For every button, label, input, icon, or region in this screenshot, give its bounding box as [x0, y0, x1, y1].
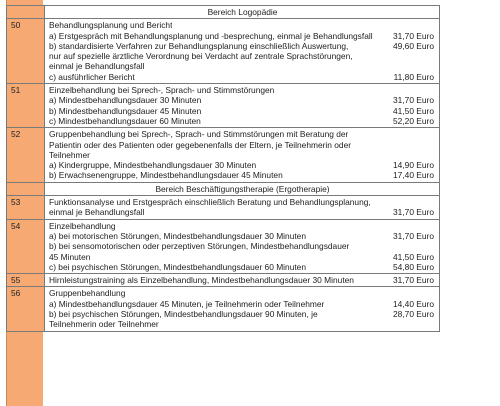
table-row: [7, 287, 440, 331]
table-row: [7, 19, 440, 84]
table-row: [7, 219, 440, 273]
item-description: Funktionsanalyse und Erstgespräch einschließlich Beratung und Behandlungsplanung, einmal je Behandlungsfall 31,70 Euro: [45, 196, 440, 220]
table-row: [7, 84, 440, 128]
item-number: 51: [7, 84, 45, 128]
item-description: Einzelbehandlung a) bei motorischen Störungen, Mindestbehandlungsdauer 30 Minuten 31,70 Euro b) bei sensomotorischen oder perzeptiven Störungen, Mindestbehandlungsdauer 45 Minuten 41,50 Euro c) bei psychischen Störungen, Mindestbehandlungsdauer 60 Minuten 54,80 Euro: [45, 219, 440, 273]
table-row: [7, 274, 440, 287]
item-description: Gruppenbehandlung bei Sprech-, Sprach- und Stimmstörungen mit Beratung der Patientin oder des Patienten oder gegebenenfalls der Eltern, je Teilnehmerin oder Teilnehmer a) Kindergruppe, Mindestbehandlungsdauer 30 Minuten 14,90 Euro b) Erwachsenengruppe, Mindestbehandlungsdauer 45 Minuten 17,40 Euro: [45, 128, 440, 182]
section-header-row: [7, 6, 440, 19]
item-description: Hirnleistungstraining als Einzelbehandlung, Mindestbehandlungsdauer 30 Minuten 31,70 Euro: [45, 274, 440, 287]
item-number: 55: [7, 274, 45, 287]
item-number: 56: [7, 287, 45, 331]
section-title-ergotherapie: Bereich Beschäftigungstherapie (Ergotherapie): [45, 182, 440, 195]
fee-table: [6, 5, 440, 332]
item-number: 54: [7, 219, 45, 273]
item-number: 52: [7, 128, 45, 182]
item-number: 50: [7, 19, 45, 84]
table-row: [7, 128, 440, 182]
table-row: [7, 196, 440, 220]
item-number: 53: [7, 196, 45, 220]
section-title-logopaedie: Bereich Logopädie: [45, 6, 440, 19]
section-header-row: [7, 182, 440, 195]
item-description: Gruppenbehandlung a) Mindestbehandlungsdauer 45 Minuten, je Teilnehmerin oder Teilnehmer 14,40 Euro b) bei psychischen Störungen, Mindestbehandlungsdauer 90 Minuten, je 28,70 Euro Teilnehmerin oder Teilnehmer: [45, 287, 440, 331]
item-description: Behandlungsplanung und Bericht a) Erstgespräch mit Behandlungsplanung und -besprechung, einmal je Behandlungsfall 31,70 Euro b) standardisierte Verfahren zur Behandlungsplanung einschließlich Auswertung, 49,60 Euro nur auf spezielle ärztliche Verordnung bei Verdacht auf zentrale Sprachstörungen, einmal je Behandlungsfall c) ausführlicher Bericht 11,80 Euro: [45, 19, 440, 84]
item-description: Einzelbehandlung bei Sprech-, Sprach- und Stimmstörungen a) Mindestbehandlungsdauer 30 Minuten 31,70 Euro b) Mindestbehandlungsdauer 45 Minuten 41,50 Euro c) Mindestbehandlungsdauer 60 Minuten 52,20 Euro: [45, 84, 440, 128]
